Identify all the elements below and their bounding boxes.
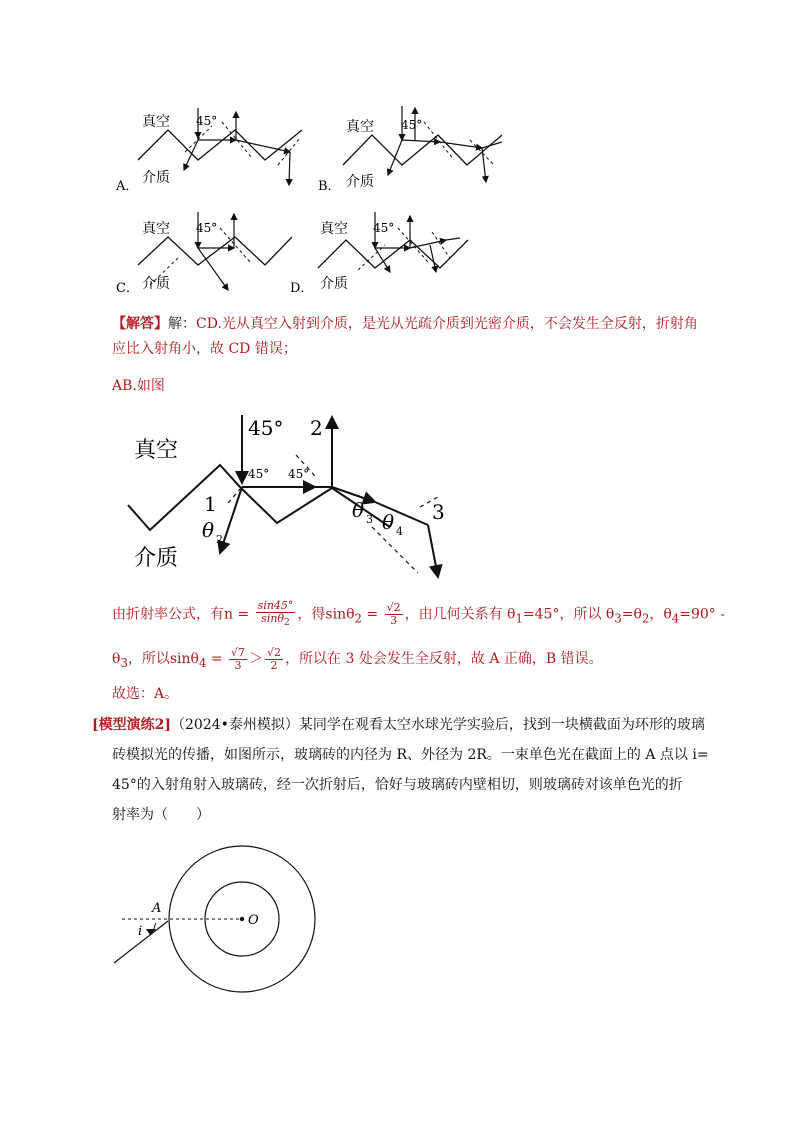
answer-line-1: 【解答】解：CD.光从真空入射到介质，是光从光疏介质到光密介质，不会发生全反射，折射角 xyxy=(112,316,698,332)
answer-line-2: 应比入射角小，故 CD 错误； xyxy=(112,341,297,357)
svg-text:2: 2 xyxy=(310,416,323,440)
svg-text:A．: A． xyxy=(116,179,139,194)
exercise-line-1: [模型演练2]（2024•泰州模拟）某同学在观看太空水球光学实验后，找到一块横截面为环形的玻璃 xyxy=(92,717,705,733)
exercise-line-4: 射率为（ ） xyxy=(112,807,210,823)
svg-text:θ: θ xyxy=(352,498,365,522)
ring-figure xyxy=(100,835,360,1015)
medium-label: 介质 xyxy=(142,170,170,186)
svg-text:介质: 介质 xyxy=(320,276,348,292)
svg-text:介质: 介质 xyxy=(142,276,170,292)
svg-text:45°: 45° xyxy=(373,221,395,235)
svg-text:θ: θ xyxy=(382,510,395,534)
svg-text:45°: 45° xyxy=(196,114,218,128)
exercise-line-3: 45°的入射角射入玻璃砖，经一次折射后，恰好与玻璃砖内壁相切，则玻璃砖对该单色光的折 xyxy=(112,777,683,793)
svg-text:45°: 45° xyxy=(401,118,423,132)
vacuum-label: 真空 xyxy=(142,114,170,130)
medium-label: 介质 xyxy=(134,546,179,571)
svg-text:介质: 介质 xyxy=(346,174,374,190)
svg-text:4: 4 xyxy=(396,525,403,538)
svg-text:45°: 45° xyxy=(248,467,270,481)
svg-text:真空: 真空 xyxy=(320,221,348,237)
svg-text:D．: D． xyxy=(290,281,314,296)
formula-line-1: 由折射率公式，有n = $\frac{\sin 45^\circ}{\sin\theta_2}$ ，得sinθ$_2$ = $\frac{√2}{3}$ ，由几何关系有 $\theta_1=45^\circ$，所以 $\theta_3=\theta_2$，$\theta_4=90^\circ$ - xyxy=(112,599,725,629)
center-point xyxy=(240,917,244,921)
option-d-figure xyxy=(290,212,468,296)
refraction-diagram xyxy=(120,405,460,585)
answer-tag: 【解答】 xyxy=(112,316,168,332)
svg-text:45°: 45° xyxy=(196,221,218,235)
option-c-figure xyxy=(116,212,292,296)
option-a-figure xyxy=(115,108,302,194)
svg-text:45°: 45° xyxy=(288,467,310,481)
point-a-label: A xyxy=(152,901,162,916)
svg-text:θ: θ xyxy=(202,518,215,542)
formula-line-2: $\theta_3$，所以sinθ$_4$ = $\frac{√7}{3}$ ＞ $\frac{√2}{2}$ ，所以在 3 处会发生全反射，故 A 正确，B 错误。 xyxy=(112,645,603,672)
svg-text:真空: 真空 xyxy=(346,119,374,135)
vacuum-label: 真空 xyxy=(134,438,179,463)
incident-angle-label: i xyxy=(138,924,143,939)
answer-line-3: AB.如图 xyxy=(112,378,165,394)
svg-text:真空: 真空 xyxy=(142,221,170,237)
exercise-tag: [模型演练2] xyxy=(92,717,171,733)
svg-text:C．: C． xyxy=(116,281,139,296)
svg-text:1: 1 xyxy=(204,492,217,516)
exercise-line-2: 砖模拟光的传播，如图所示，玻璃砖的内径为 R、外径为 2R。一束单色光在截面上的 A 点以 i= xyxy=(112,747,709,763)
option-b-figure xyxy=(318,106,502,194)
svg-text:2: 2 xyxy=(216,533,223,546)
option-figures xyxy=(0,90,794,305)
svg-text:45°: 45° xyxy=(248,416,284,440)
svg-text:3: 3 xyxy=(366,513,373,526)
center-label: O xyxy=(248,913,259,928)
choice-line: 故选：A。 xyxy=(112,686,179,702)
svg-text:3: 3 xyxy=(432,500,445,524)
svg-text:B．: B． xyxy=(318,179,341,194)
